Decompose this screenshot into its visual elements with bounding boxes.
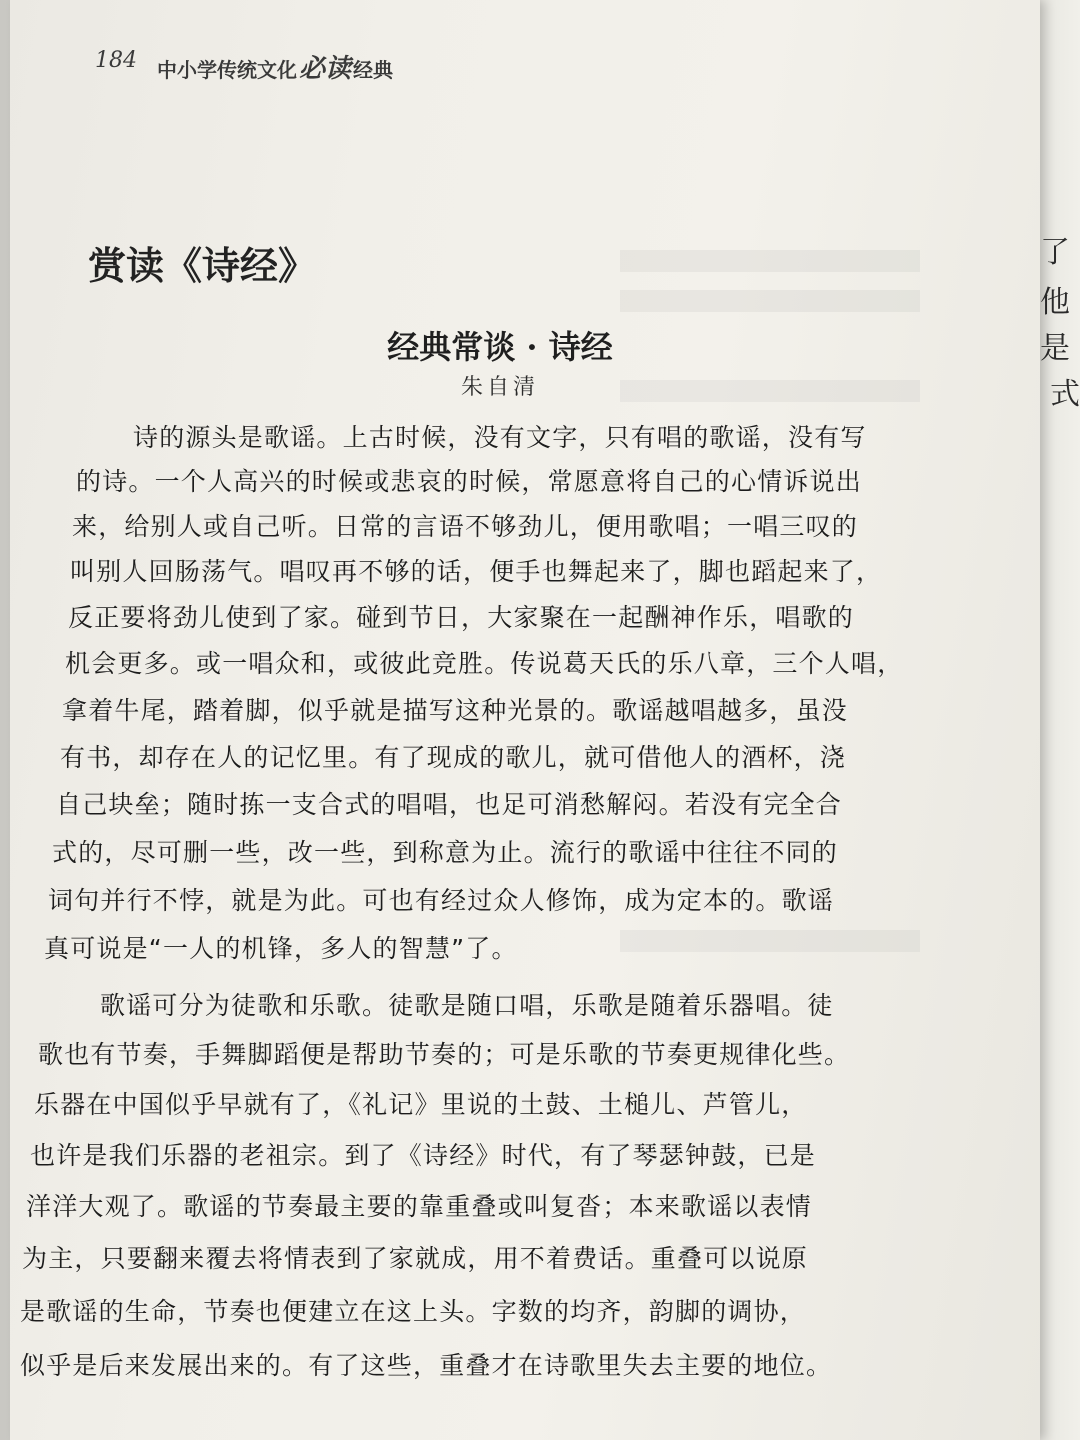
paragraph-line: 叫别人回肠荡气。唱叹再不够的话，便手也舞起来了，脚也蹈起来了， — [70, 557, 883, 586]
book-title-stylized: 必读 — [299, 54, 352, 84]
paragraph-line: 是歌谣的生命，节奏也便建立在这上头。字数的均齐，韵脚的调协， — [20, 1297, 807, 1326]
next-page-glyph: 是 — [1040, 331, 1070, 366]
paragraph-line: 反正要将劲儿使到了家。碰到节日，大家聚在一起酬神作乐，唱歌的 — [68, 603, 855, 632]
paragraph-line: 拿着牛尾，踏着脚，似乎就是描写这种光景的。歌谣越唱越多，虽没 — [62, 696, 849, 725]
paragraph-line: 的诗。一个人高兴的时候或悲哀的时候，常愿意将自己的心情诉说出 — [76, 467, 863, 496]
book-page — [10, 0, 1040, 1440]
paragraph-line: 机会更多。或一唱众和，或彼此竞胜。传说葛天氏的乐八章，三个人唱， — [65, 649, 904, 678]
book-title — [157, 48, 393, 85]
paragraph-line: 来，给别人或自己听。日常的言语不够劲儿，便用歌唱；一唱三叹的 — [72, 512, 859, 541]
bleed-through-mark — [620, 290, 920, 312]
section-title: 赏读《诗经》 — [88, 243, 317, 288]
paragraph-line: 诗的源头是歌谣。上古时候，没有文字，只有唱的歌谣，没有写 — [133, 423, 867, 452]
book-title-suffix: 经典 — [353, 58, 394, 82]
paragraph-line: 真可说是“一人的机锋，多人的智慧”了。 — [44, 934, 518, 963]
next-page-glyph: 他 — [1040, 285, 1070, 320]
article-author: 朱自清 — [460, 375, 539, 400]
article-title: 经典常谈 · 诗经 — [387, 328, 613, 366]
paragraph-line: 歌也有节奏，手舞脚蹈便是帮助节奏的；可是乐歌的节奏更规律化些。 — [38, 1040, 851, 1069]
paragraph-line: 有书，却存在人的记忆里。有了现成的歌儿，就可借他人的酒杯，浇 — [60, 743, 847, 772]
paragraph-line: 歌谣可分为徒歌和乐歌。徒歌是随口唱，乐歌是随着乐器唱。徒 — [100, 991, 834, 1020]
bleed-through-mark — [620, 930, 920, 952]
paragraph-line: 为主，只要翻来覆去将情表到了家就成，用不着费话。重叠可以说原 — [22, 1244, 809, 1273]
paragraph-line: 也许是我们乐器的老祖宗。到了《诗经》时代，有了琴瑟钟鼓，已是 — [30, 1141, 817, 1170]
paragraph-line: 自己块垒；随时拣一支合式的唱唱，也足可消愁解闷。若没有完全合 — [56, 790, 843, 819]
bleed-through-mark — [620, 250, 920, 272]
book-title-prefix: 中小学传统文化 — [157, 58, 297, 82]
next-page-glyph: 式 — [1050, 377, 1080, 412]
next-page-glyph: 了 — [1040, 235, 1070, 270]
page-number: 184 — [95, 48, 137, 73]
paragraph-line: 式的，尽可删一些，改一些，到称意为止。流行的歌谣中往往不同的 — [52, 838, 839, 867]
paragraph-line: 词句并行不悖，就是为此。可也有经过众人修饰，成为定本的。歌谣 — [48, 886, 835, 915]
paragraph-line: 似乎是后来发展出来的。有了这些，重叠才在诗歌里失去主要的地位。 — [20, 1351, 833, 1380]
paragraph-line: 洋洋大观了。歌谣的节奏最主要的靠重叠或叫复沓；本来歌谣以表情 — [26, 1192, 813, 1221]
paragraph-line: 乐器在中国似乎早就有了，《礼记》里说的土鼓、土槌儿、芦管儿， — [34, 1090, 808, 1119]
